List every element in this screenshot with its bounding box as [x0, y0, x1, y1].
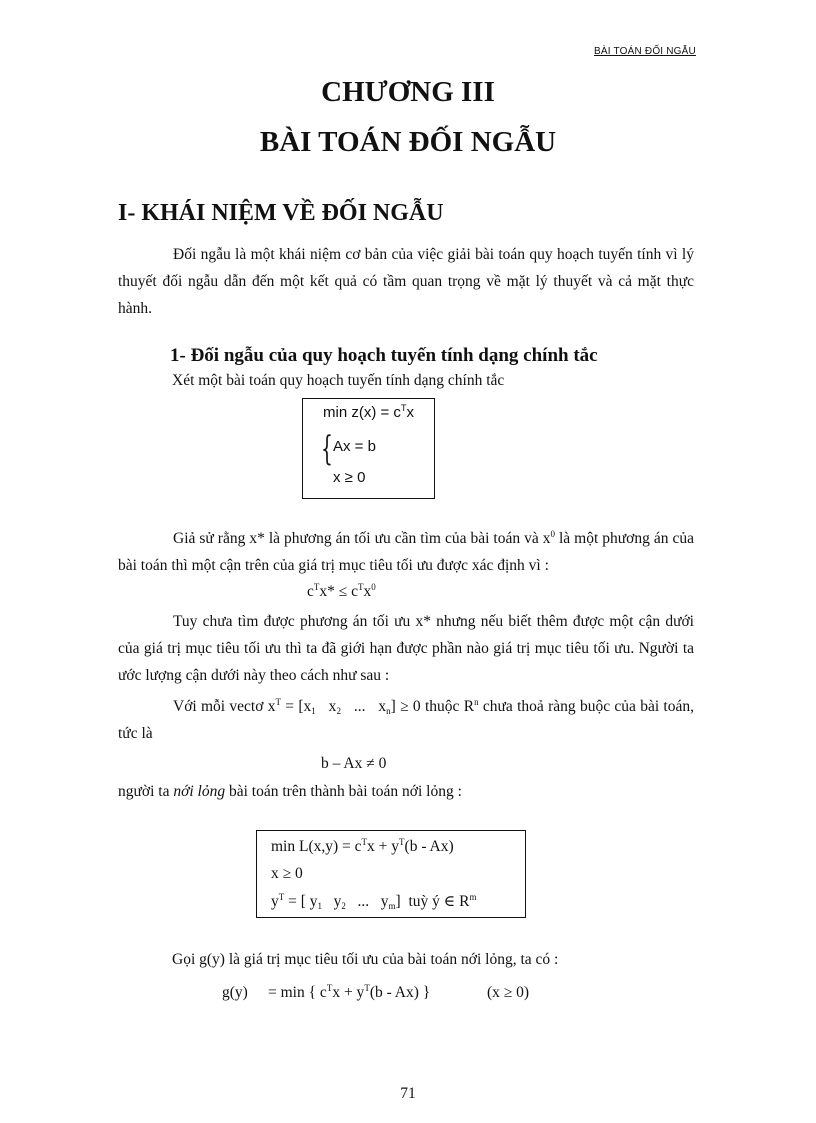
primal-constraint-1: Ax = b — [333, 438, 376, 455]
assume-paragraph: Giả sử rằng x* là phương án tối ưu cần tìm của bài toán và $x^0$ là một phương án của bài toán thì một cận trên của giá trị mục tiêu tối ưu được xác định vì : — [118, 529, 694, 574]
chapter-number: CHƯƠNG III — [321, 76, 495, 108]
chapter-title: BÀI TOÁN ĐỐI NGẪU — [259, 126, 557, 158]
page-number: 71 — [400, 1085, 416, 1102]
upper-bound-inequality: $c^Tx* \le c^Tx^0$ — [307, 582, 376, 600]
call-text: Gọi g(y) là giá trị mục tiêu tối ưu của bài toán nới lỏng, ta có : — [172, 951, 559, 968]
section-heading: I- KHÁI NIỆM VỀ ĐỐI NGẪU — [118, 200, 444, 226]
primal-objective: $\min z(x) = c^Tx$ — [323, 403, 414, 421]
relaxed-constraint-x: x ≥ 0 — [271, 865, 303, 882]
brace-icon: { — [321, 429, 333, 469]
consider-text: Xét một bài toán quy hoạch tuyến tính dạng chính tắc — [172, 372, 505, 389]
gy-label: g(y) — [222, 984, 248, 1001]
relaxed-constraint-y: $y^T$ = [ $y_1$ $y_2$ ... $y_m$] tuỳ ý ∈ $R^m$ — [271, 892, 477, 911]
relax-text: người ta nới lỏng bài toán trên thành bài toán nới lỏng : — [118, 783, 462, 800]
although-paragraph: Tuy chưa tìm được phương án tối ưu x* nhưng nếu biết thêm được một cận dưới của giá trị mục tiêu tối ưu thì ta đã giới hạn được phần nào giá trị mục tiêu tối ưu. Người ta ước lượng cận dưới này theo cách như sau : — [118, 613, 694, 684]
subsection-heading: 1- Đối ngẫu của quy hoạch tuyến tính dạng chính tắc — [170, 345, 598, 366]
primal-problem-box — [302, 398, 435, 499]
relaxed-objective: $\min L(x,y) = c^Tx + y^T(b - Ax)$ — [271, 837, 454, 855]
bax-expression: b – Ax ≠ 0 — [321, 755, 387, 772]
gy-expression: = min { $c^Tx + y^T(b - Ax)$ } — [268, 983, 431, 1001]
running-header: BÀI TOÁN ĐỐI NGẪU — [594, 46, 696, 57]
gy-condition: (x ≥ 0) — [487, 984, 530, 1001]
vector-paragraph: Với mỗi vectơ $x^T = [x_1$ $x_2$ ... $x_n] \ge 0$ thuộc $R^n$ chưa thoả ràng buộc của bài toán, tức là — [118, 697, 694, 742]
intro-paragraph: Đối ngẫu là một khái niệm cơ bản của việc giải bài toán quy hoạch tuyến tính vì lý thuyết đối ngẫu dẫn đến một kết quả có tầm quan trọng về mặt lý thuyết và cả mặt thực hành. — [118, 246, 694, 317]
relaxed-problem-box — [256, 830, 526, 918]
primal-constraint-2: x ≥ 0 — [333, 469, 366, 486]
